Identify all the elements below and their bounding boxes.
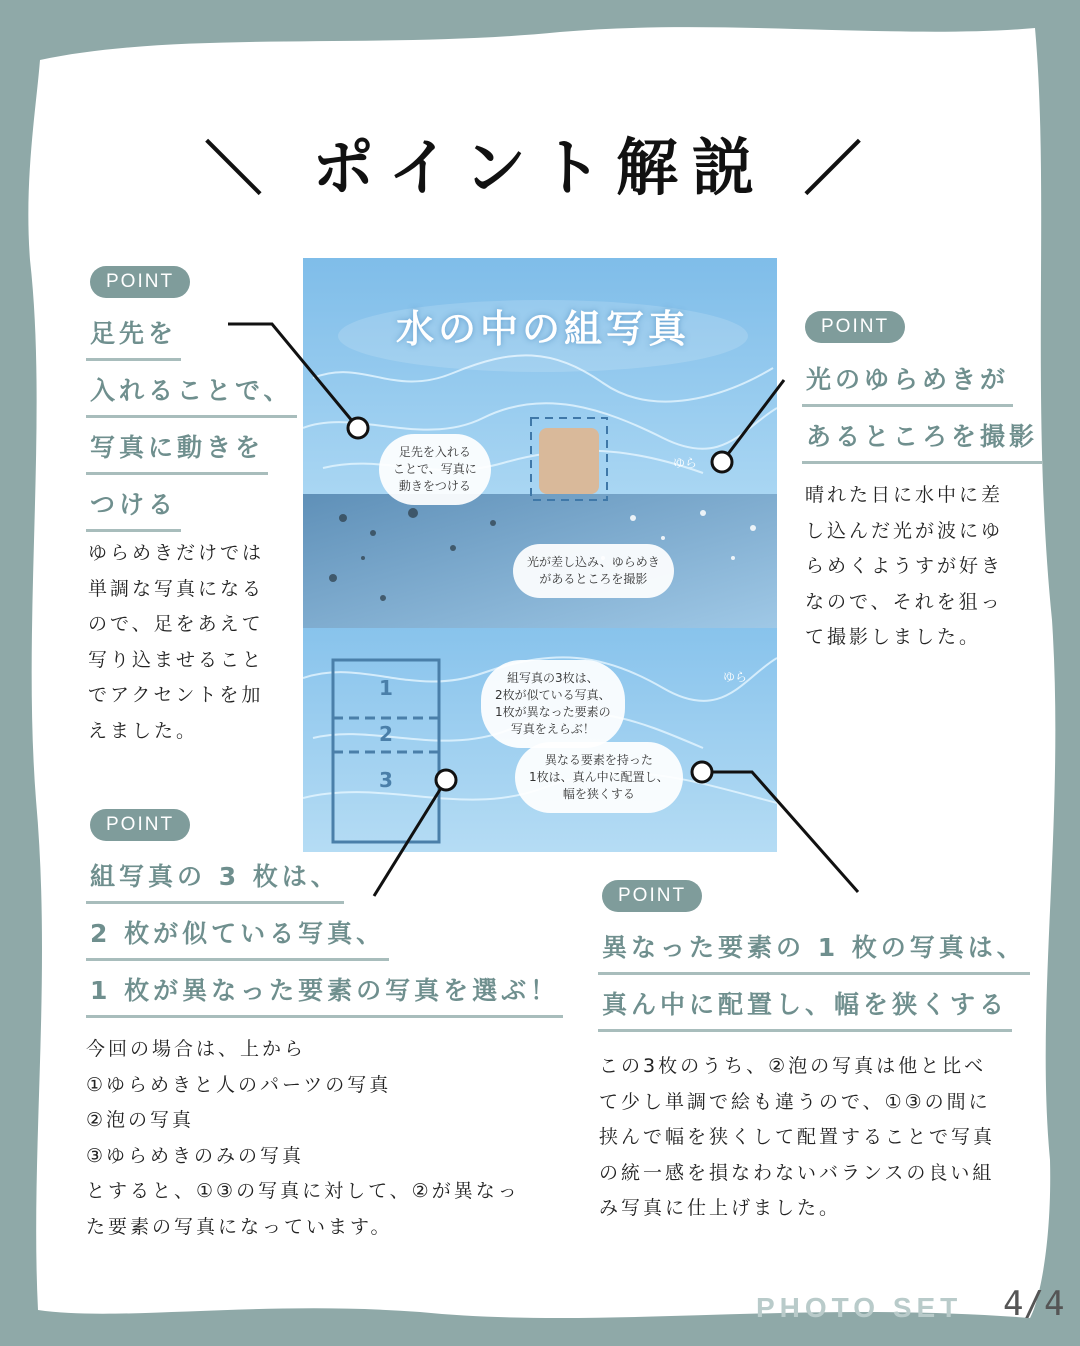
point-3-badge: POINT — [90, 809, 190, 841]
point-1-heading: 足先を 入れることで、 写真に動きを つける — [86, 314, 297, 542]
photo-bubble-4: 異なる要素を持った 1枚は、真ん中に配置し、 幅を狭くする — [515, 742, 683, 813]
point-4-body: この3枚のうち、②泡の写真は他と比べ て少し単調で絵も違うので、①③の間に 挟んで幅を狭くして配置することで写真 の統一感を損なわないバランスの良い組 み写真に仕上げました。 — [599, 1055, 996, 1219]
diagram-number-2: 2 — [379, 722, 393, 746]
point-2-badge: POINT — [805, 311, 905, 343]
yura-label-1: ゆら — [673, 456, 698, 470]
page-title-row — [0, 118, 1080, 207]
page-slash: / — [1023, 1284, 1044, 1324]
photo-bubble-3: 組写真の3枚は、 2枚が似ている写真、 1枚が異なった要素の 写真をえらぶ！ — [481, 660, 625, 748]
footer-label: PHOTO SET — [756, 1292, 963, 1323]
point-3-heading: 組写真の 3 枚は、 2 枚が似ている写真、 1 枚が異なった要素の写真を選ぶ！ — [86, 857, 563, 1028]
title-left-mark: ＼ — [204, 135, 277, 203]
page-indicator — [1003, 1284, 1064, 1324]
point-2-heading: 光のゆらめきが あるところを撮影 — [802, 360, 1042, 474]
point-1-body: ゆらめきだけでは 単調な写真になる ので、足をあえて 写り込ませること でアクセントを加 えました。 — [88, 542, 265, 742]
page-number: 4 — [1003, 1284, 1024, 1324]
point-2-body: 晴れた日に水中に差 し込んだ光が波にゆ らめくようすが好き なので、それを狙っ て撮影しました。 — [805, 484, 1004, 648]
photo-collage — [303, 258, 777, 852]
photo-bubble-2: 光が差し込み、ゆらめき があるところを撮影 — [513, 544, 674, 598]
diagram-number-1: 1 — [379, 676, 393, 700]
point-3-body: 今回の場合は、上から ①ゆらめきと人のパーツの写真 ②泡の写真 ③ゆらめきのみの写真 とすると、①③の写真に対して、②が異なっ た要素の写真になっています。 — [86, 1038, 520, 1238]
point-4-heading: 異なった要素の 1 枚の写真は、 真ん中に配置し、幅を狭くする — [598, 928, 1030, 1042]
point-4-badge: POINT — [602, 880, 702, 912]
page-total: 4 — [1043, 1284, 1065, 1324]
page-title: ポイント解説 — [311, 131, 768, 204]
point-1-badge: POINT — [90, 266, 190, 298]
diagram-number-3: 3 — [379, 768, 393, 792]
photo-bubble-1: 足先を入れる ことで、写真に 動きをつける — [379, 434, 491, 505]
yura-label-2: ゆら — [723, 670, 748, 684]
title-right-mark: ／ — [803, 135, 876, 203]
photo-title: 水の中の組写真 — [395, 307, 690, 351]
